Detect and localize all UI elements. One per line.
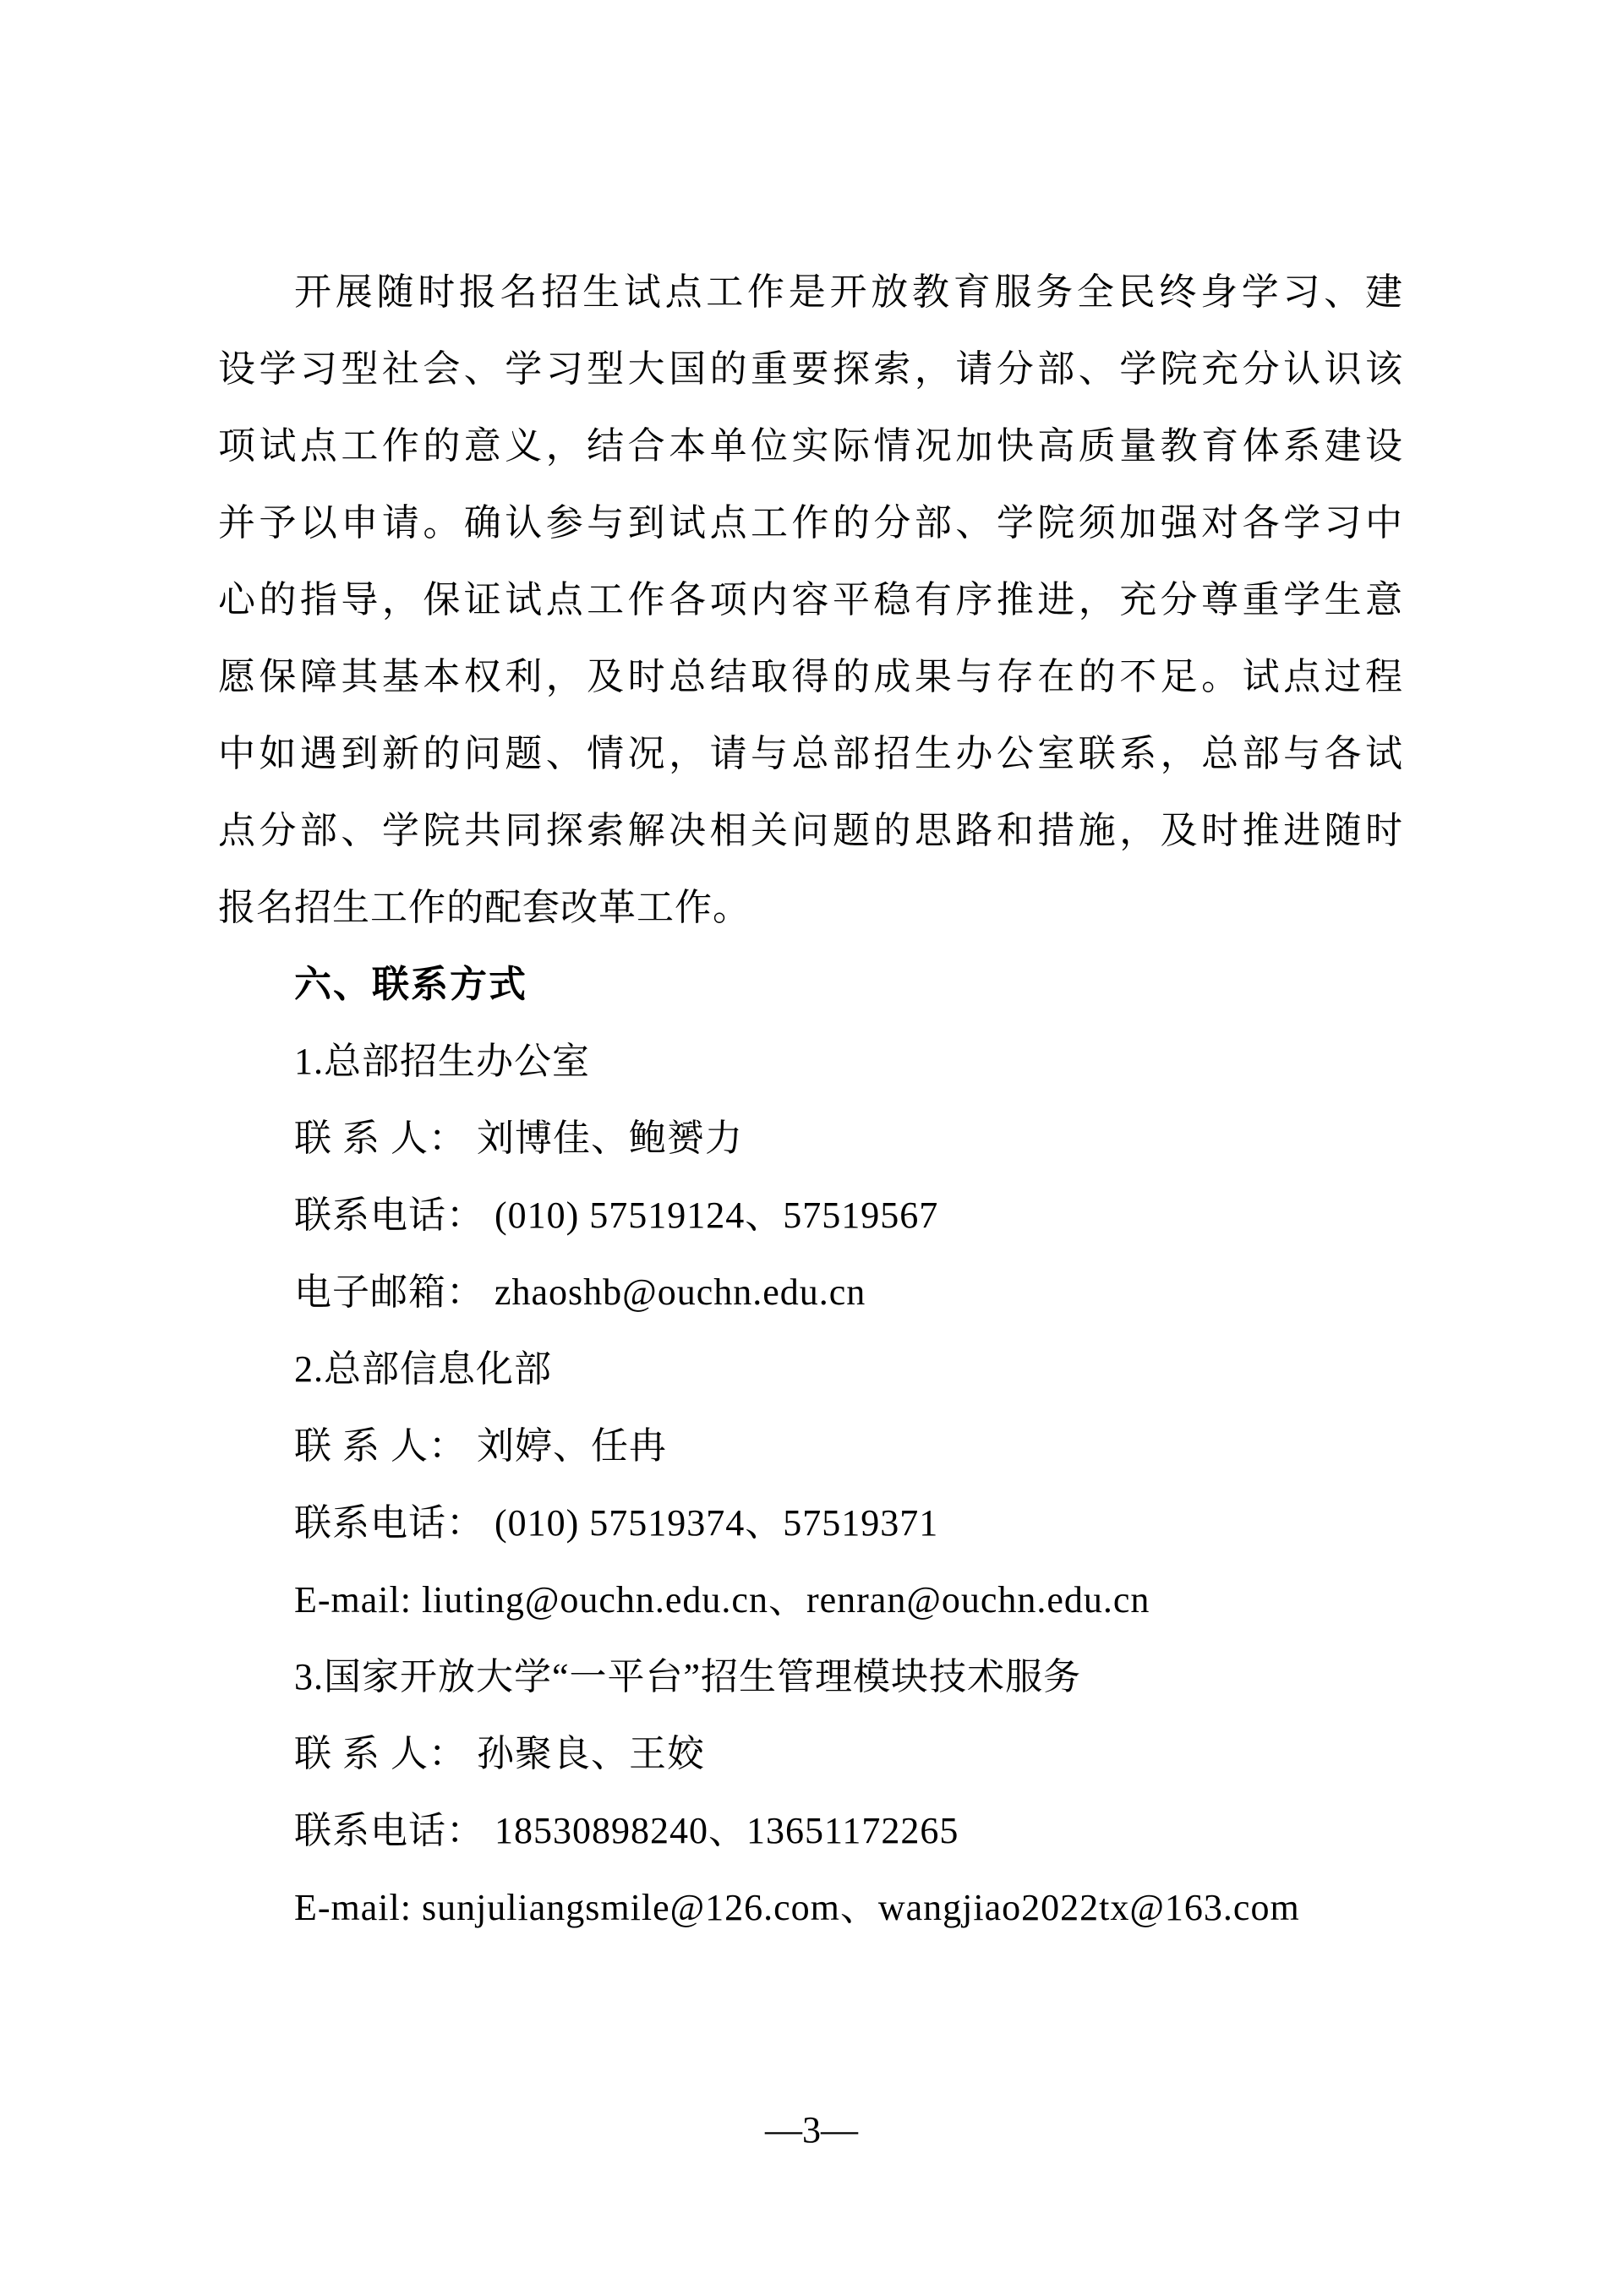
contact-group-hq-informatization xyxy=(218,1331,1403,1638)
contact-phone-line: 联系电话： (010) 57519374、57519371 xyxy=(294,1502,939,1544)
page-number: —3— xyxy=(765,2109,858,2151)
paragraph-line: 开展随时报名招生试点工作是开放教育服务全民终身学习、建 xyxy=(294,271,1403,313)
paragraph-line: 愿保障其基本权利，及时总结取得的成果与存在的不足。试点过程 xyxy=(218,656,1403,697)
contact-group-title: 3.国家开放大学“一平台”招生管理模块技术服务 xyxy=(294,1656,1082,1697)
document-body xyxy=(218,254,1403,1946)
contact-email-line: E-mail: sunjuliangsmile@126.com、wangjiao2022tx@163.com xyxy=(294,1887,1300,1928)
contact-phone-line: 联系电话： 18530898240、13651172265 xyxy=(294,1810,959,1851)
contact-email-line: 电子邮箱： zhaoshb@ouchn.edu.cn xyxy=(294,1271,866,1313)
contact-phone-line: 联系电话： (010) 57519124、57519567 xyxy=(294,1194,939,1236)
contact-email-line: E-mail: liuting@ouchn.edu.cn、renran@ouchn.edu.cn xyxy=(294,1579,1150,1621)
contact-person-line: 联 系 人： 孙聚良、王姣 xyxy=(294,1733,705,1774)
contact-group-title: 1.总部招生办公室 xyxy=(294,1041,590,1082)
contact-person-line: 联 系 人： 刘博佳、鲍赟力 xyxy=(294,1118,743,1159)
contact-group-platform-tech-service xyxy=(218,1638,1403,1946)
contact-group-title: 2.总部信息化部 xyxy=(294,1348,552,1390)
paragraph-line: 设学习型社会、学习型大国的重要探索，请分部、学院充分认识该 xyxy=(218,348,1403,390)
paragraph-line: 报名招生工作的配套改革工作。 xyxy=(218,887,751,928)
paragraph-line: 点分部、学院共同探索解决相关问题的思路和措施，及时推进随时 xyxy=(218,810,1403,851)
paragraph-line: 中如遇到新的问题、情况，请与总部招生办公室联系，总部与各试 xyxy=(218,733,1403,774)
paragraph-line: 项试点工作的意义，结合本单位实际情况加快高质量教育体系建设 xyxy=(218,425,1403,467)
paragraph-line: 并予以申请。确认参与到试点工作的分部、学院须加强对各学习中 xyxy=(218,502,1403,544)
contact-group-hq-admissions xyxy=(218,1023,1403,1331)
paragraph-line: 心的指导，保证试点工作各项内容平稳有序推进，充分尊重学生意 xyxy=(218,579,1403,620)
contact-person-line: 联 系 人： 刘婷、任冉 xyxy=(294,1425,667,1467)
section-heading-contact-info: 六、联系方式 xyxy=(294,964,527,1005)
